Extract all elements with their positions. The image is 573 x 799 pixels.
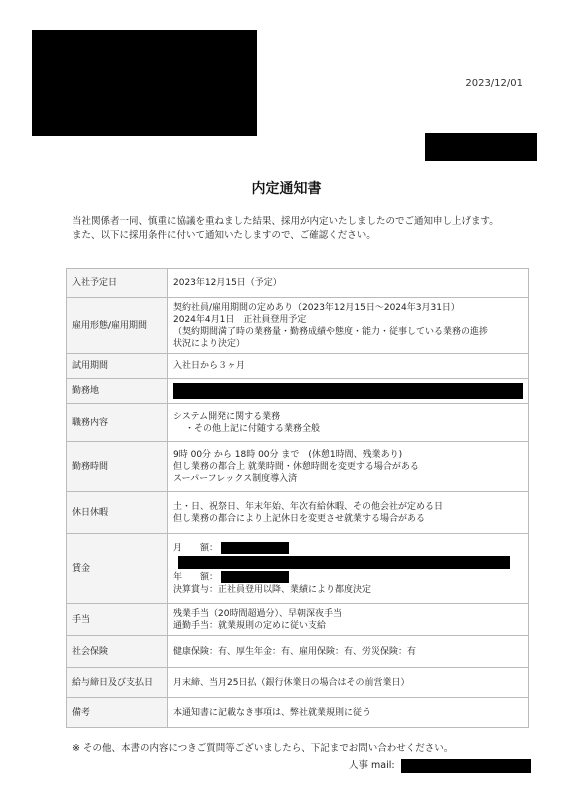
table-row: [67, 354, 529, 379]
row-label-duties: 職務内容: [67, 404, 168, 442]
row-label-social-insurance: 社会保険: [67, 636, 168, 668]
hr-mail-label: 人事 mail:: [349, 760, 395, 771]
row-value-holidays: [168, 492, 529, 534]
payday-value: 月末締、当月25日払（銀行休業日の場合はその前営業日）: [173, 677, 410, 688]
employment-line-3: （契約期間満了時の業務量・勤務成績や態度・能力・従事している業務の進捗: [173, 326, 489, 337]
hours-line-1: 9時 00分 から 18時 00分 まで (休憩1時間、残業あり): [173, 449, 403, 460]
issue-date: 2023/12/01: [465, 78, 523, 89]
row-label-work-location: 勤務地: [67, 379, 168, 404]
start-date-value: 2023年12月15日（予定）: [173, 278, 282, 288]
wage-monthly-label: 月 額：: [173, 543, 219, 553]
redacted-wage-details: [178, 556, 510, 569]
holidays-line-2: 但し業務の都合により上記休日を変更させ就業する場合がある: [173, 513, 426, 524]
duties-line-2: ・その他上記に付随する業務全般: [185, 423, 321, 434]
allowance-line-1: 残業手当（20時間超過分）、早朝深夜手当: [173, 608, 342, 619]
redacted-monthly-amount: [221, 542, 289, 554]
wage-bonus-line: 決算賞与：正社員登用以降、業績により都度決定: [173, 584, 372, 595]
intro-line-1: 当社関係者一同、慎重に協議を重ねました結果、採用が内定いたしましたのでご通知申し上げます。: [72, 216, 499, 227]
row-value-remarks: [168, 698, 529, 728]
redacted-hr-email: [401, 759, 531, 773]
allowance-line-2: 通勤手当：就業規則の定めに従い支給: [173, 620, 327, 631]
holidays-line-1: 土・日、祝祭日、年末年始、年次有給休暇、その他会社が定める日: [173, 501, 444, 512]
table-row: [67, 492, 529, 534]
employment-line-4: 状況により決定）: [173, 338, 246, 349]
table-row: [67, 269, 529, 298]
table-row: [67, 534, 529, 604]
employment-conditions-table: [66, 268, 529, 728]
table-row: [67, 442, 529, 492]
redacted-annual-amount: [221, 571, 289, 583]
redacted-recipient: [425, 133, 537, 161]
table-row: [67, 379, 529, 404]
redacted-company-block: [32, 30, 257, 136]
table-row: [67, 604, 529, 636]
row-value-work-location: [168, 379, 529, 404]
row-label-holidays: 休日休暇: [67, 492, 168, 534]
row-value-payday: [168, 668, 529, 698]
duties-line-1: システム開発に関する業務: [173, 411, 281, 422]
table-row: [67, 404, 529, 442]
row-label-trial-period: 試用期間: [67, 354, 168, 379]
row-value-social-insurance: [168, 636, 529, 668]
row-value-employment: [168, 298, 529, 354]
trial-period-value: 入社日から３ヶ月: [173, 361, 246, 371]
row-value-start-date: [168, 269, 529, 298]
hours-line-3: スーパーフレックス制度導入済: [173, 473, 298, 484]
row-value-allowance: [168, 604, 529, 636]
remarks-value: 本通知書に記載なき事項は、弊社就業規則に従う: [173, 707, 372, 718]
wage-annual-label: 年 額：: [173, 572, 219, 583]
redacted-work-location: [173, 383, 523, 399]
row-label-allowance: 手当: [67, 604, 168, 636]
page-title: 内定通知書: [251, 181, 322, 197]
row-label-remarks: 備考: [67, 698, 168, 728]
inquiry-footnote: ※ その他、本書の内容につきご質問等ございましたら、下記までお問い合わせください。: [72, 743, 454, 754]
employment-line-1: 契約社員/雇用期間の定めあり（2023年12月15日〜2024年3月31日）: [173, 302, 460, 313]
row-value-working-hours: [168, 442, 529, 492]
wage-monthly-line: [173, 542, 523, 555]
hr-contact: [349, 757, 531, 773]
table-row: [67, 298, 529, 354]
row-label-employment: 雇用形態/雇用期間: [67, 298, 168, 354]
intro-line-2: また、以下に採用条件に付いて通知いたしますので、ご確認ください。: [72, 230, 376, 241]
table-row: [67, 698, 529, 728]
wage-redacted-line: [173, 554, 523, 571]
row-value-wage: [168, 534, 529, 604]
employment-line-2: 2024年4月1日 正社員登用予定: [173, 314, 307, 325]
row-value-trial-period: [168, 354, 529, 379]
insurance-value: 健康保険：有、厚生年金：有、雇用保険：有、労災保険：有: [173, 646, 417, 657]
hours-line-2: 但し業務の都合上 就業時間・休憩時間を変更する場合がある: [173, 461, 419, 472]
row-label-wage: 賃金: [67, 534, 168, 604]
row-label-working-hours: 勤務時間: [67, 442, 168, 492]
row-label-payday: 給与締日及び支払日: [67, 668, 168, 698]
table-row: [67, 668, 529, 698]
row-label-start-date: 入社予定日: [67, 269, 168, 298]
row-value-duties: [168, 404, 529, 442]
wage-annual-line: [173, 571, 523, 584]
table-row: [67, 636, 529, 668]
